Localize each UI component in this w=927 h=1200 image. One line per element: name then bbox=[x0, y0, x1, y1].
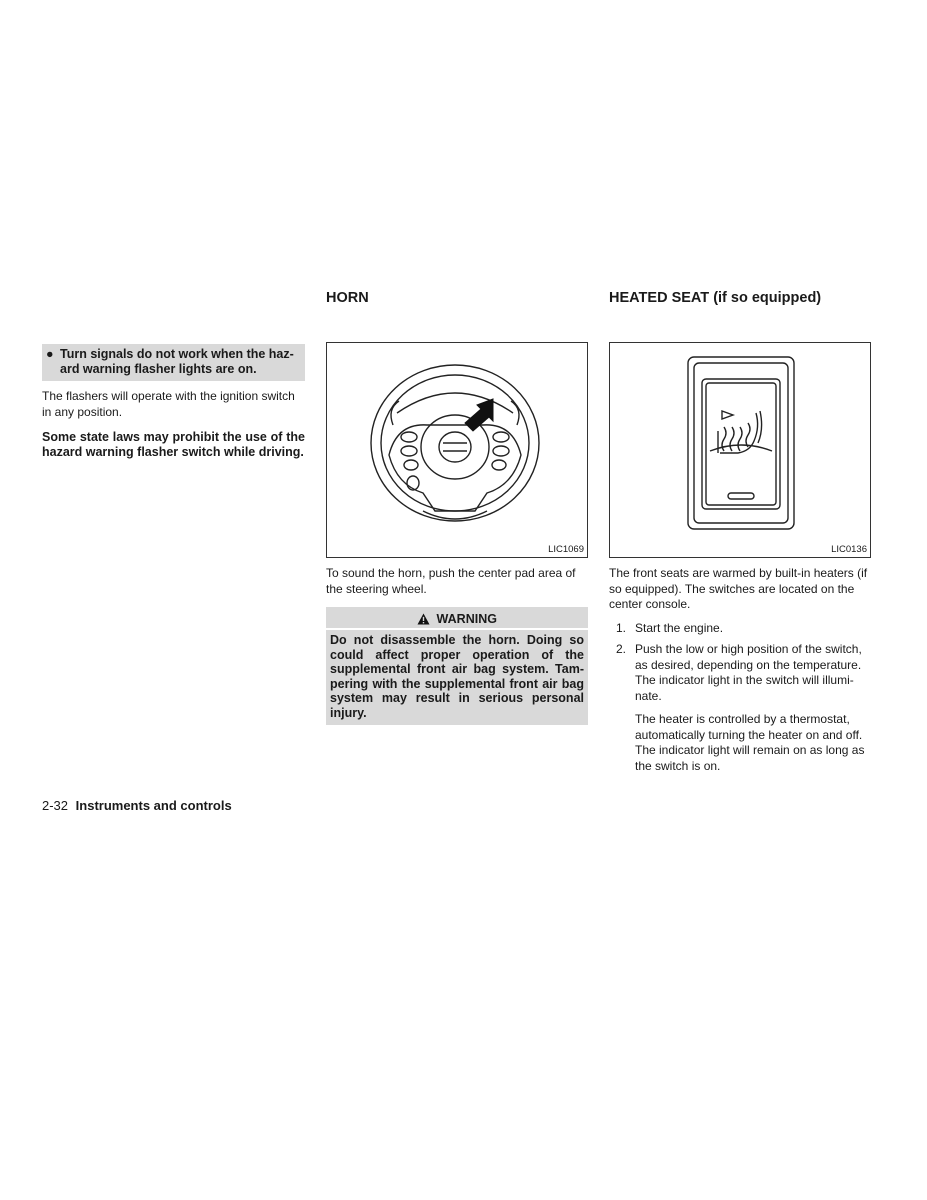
turn-signal-note-text: Turn signals do not work when the haz-ard warning flasher lights are on. bbox=[60, 347, 294, 376]
step-item bbox=[609, 621, 871, 637]
warning-title: WARNING bbox=[436, 612, 497, 626]
heated-seat-steps bbox=[609, 621, 871, 705]
step-number: 1. bbox=[616, 620, 627, 635]
left-column bbox=[42, 344, 305, 460]
state-laws-paragraph: Some state laws may prohibit the use of the hazard warning flasher switch while driving. bbox=[42, 430, 305, 459]
arrow-icon bbox=[465, 399, 493, 431]
heated-seat-heading: HEATED SEAT (if so equipped) bbox=[609, 290, 822, 306]
steering-wheel-icon bbox=[327, 343, 587, 557]
warning-text: Do not disassemble the horn. Doing so could affect proper operation of the supplemental front air bag system. Tam-pering with the supplemental front air bag system may result in serious personal injury. bbox=[330, 633, 584, 720]
horn-figure bbox=[326, 342, 588, 558]
step-text: Push the low or high position of the switch, as desired, depending on the temperature. The indicator light in the switch will illumi-nate. bbox=[635, 642, 862, 703]
page-number: 2-32 bbox=[42, 798, 69, 813]
horn-instruction: To sound the horn, push the center pad area of the steering wheel. bbox=[326, 566, 576, 596]
bullet: ● bbox=[46, 347, 54, 361]
heated-seat-figure-code: LIC0136 bbox=[831, 544, 867, 555]
turn-signal-note bbox=[42, 344, 305, 381]
warning-header bbox=[326, 610, 588, 630]
page-footer bbox=[42, 798, 232, 813]
flasher-paragraph: The flashers will operate with the ignition switch in any position. bbox=[42, 389, 295, 419]
step-text: Start the engine. bbox=[635, 620, 724, 635]
step-number: 2. bbox=[616, 642, 627, 656]
heated-seat-switch-icon bbox=[610, 343, 870, 557]
horn-section bbox=[326, 288, 588, 725]
horn-heading: HORN bbox=[326, 290, 369, 306]
step-item bbox=[609, 642, 871, 704]
thermostat-note: The heater is controlled by a thermostat, automatically turning the heater on and off. The indicator light will remain on as long as the switch is on. bbox=[635, 712, 865, 773]
chapter-title: Instruments and controls bbox=[75, 798, 232, 813]
heated-seat-figure bbox=[609, 342, 871, 558]
horn-warning bbox=[326, 607, 588, 725]
heated-seat-intro: The front seats are warmed by built-in heaters (if so equipped). The switches are located on the center console. bbox=[609, 566, 868, 611]
heated-seat-section bbox=[609, 288, 871, 774]
warning-triangle-icon bbox=[417, 613, 430, 625]
horn-figure-code: LIC1069 bbox=[548, 544, 584, 555]
